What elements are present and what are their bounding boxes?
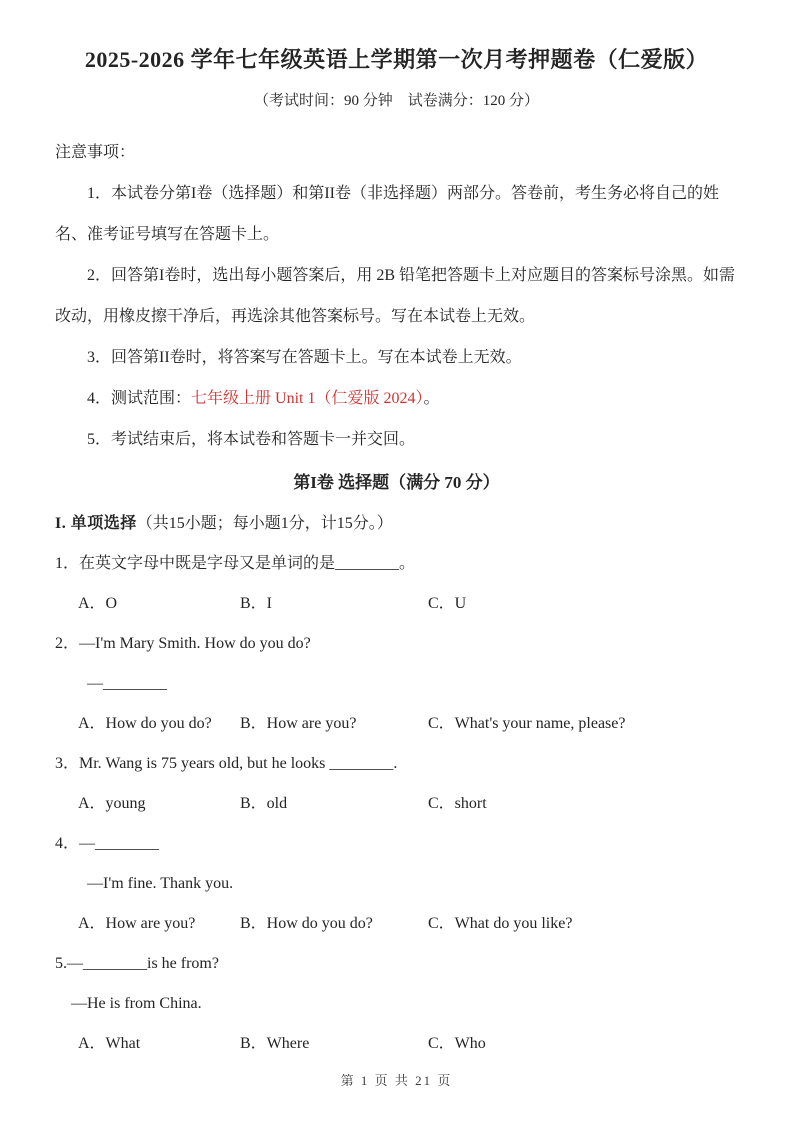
question-4	[55, 824, 738, 944]
question-5-option-c: C．Who	[428, 1035, 486, 1052]
question-1	[55, 544, 738, 624]
page-number-footer: 第 1 页 共 21 页	[340, 1073, 453, 1088]
notice-item-4-prefix: 4．测试范围：	[87, 390, 192, 407]
notice-heading: 注意事项：	[55, 144, 136, 161]
notice-item-4-suffix: 。	[423, 390, 440, 407]
question-5-option-b: B．Where	[240, 1035, 310, 1052]
question-1-option-c: C．U	[428, 595, 467, 612]
paper-title: 2025-2026 学年七年级英语上学期第一次月考押题卷（仁爱版）	[84, 47, 709, 72]
section-1-heading: 第I卷 选择题（满分 70 分）	[293, 473, 500, 492]
question-5	[55, 944, 738, 1064]
notice-item-2: 2．回答第I卷时，选出每小题答案后，用 2B 铅笔把答题卡上对应题目的答案标号涂黑。如需改动，用橡皮擦干净后，再选涂其他答案标号。写在本试卷上无效。	[55, 267, 736, 325]
question-2-stem: 2．—I'm Mary Smith. How do you do?	[55, 635, 311, 652]
question-3-options	[78, 784, 738, 824]
question-4-option-c: C．What do you like?	[428, 915, 573, 932]
question-1-option-a: A．O	[78, 595, 118, 612]
question-2-options	[78, 704, 738, 744]
question-3-option-a: A．young	[78, 795, 146, 812]
question-4-response: —I'm fine. Thank you.	[87, 875, 234, 892]
notice-item-1: 1．本试卷分第I卷（选择题）和第II卷（非选择题）两部分。答卷前，考生务必将自己的姓名、准考证号填写在答题卡上。	[55, 185, 719, 243]
part-1-description: （共15小题；每小题1分，计15分。）	[136, 515, 393, 532]
question-3-stem: 3．Mr. Wang is 75 years old, but he looks ________.	[55, 755, 398, 772]
question-1-stem: 1．在英文字母中既是字母又是单词的是________。	[55, 555, 416, 572]
question-3-option-c: C．short	[428, 795, 487, 812]
notice-item-4	[55, 378, 738, 419]
question-4-stem: 4．—________	[55, 835, 160, 852]
question-2-option-c: C．What's your name, please?	[428, 715, 626, 732]
question-4-option-b: B．How do you do?	[240, 915, 373, 932]
question-5-stem: 5.—________is he from?	[55, 955, 219, 972]
notice-item-4-test-scope: 七年级上册 Unit 1（仁爱版 2024）	[191, 390, 424, 407]
question-2	[55, 624, 738, 744]
question-2-response-blank: —________	[87, 675, 167, 692]
notice-section	[55, 132, 738, 460]
notice-item-5: 5．考试结束后，将本试卷和答题卡一并交回。	[87, 431, 416, 448]
question-2-option-b: B．How are you?	[240, 715, 357, 732]
question-4-option-a: A．How are you?	[78, 915, 196, 932]
question-1-options	[78, 584, 738, 624]
paper-subtitle: （考试时间：90 分钟 试卷满分：120 分）	[253, 93, 539, 109]
part-1-heading	[55, 503, 738, 544]
question-5-response: —He is from China.	[71, 995, 202, 1012]
question-3-option-b: B．old	[240, 795, 288, 812]
question-5-options	[78, 1024, 738, 1064]
question-5-option-a: A．What	[78, 1035, 141, 1052]
part-1-label: I. 单项选择	[55, 515, 137, 532]
notice-item-3: 3．回答第II卷时，将答案写在答题卡上。写在本试卷上无效。	[87, 349, 522, 366]
question-3	[55, 744, 738, 824]
question-4-options	[78, 904, 738, 944]
question-1-option-b: B．I	[240, 595, 273, 612]
question-2-option-a: A．How do you do?	[78, 715, 212, 732]
